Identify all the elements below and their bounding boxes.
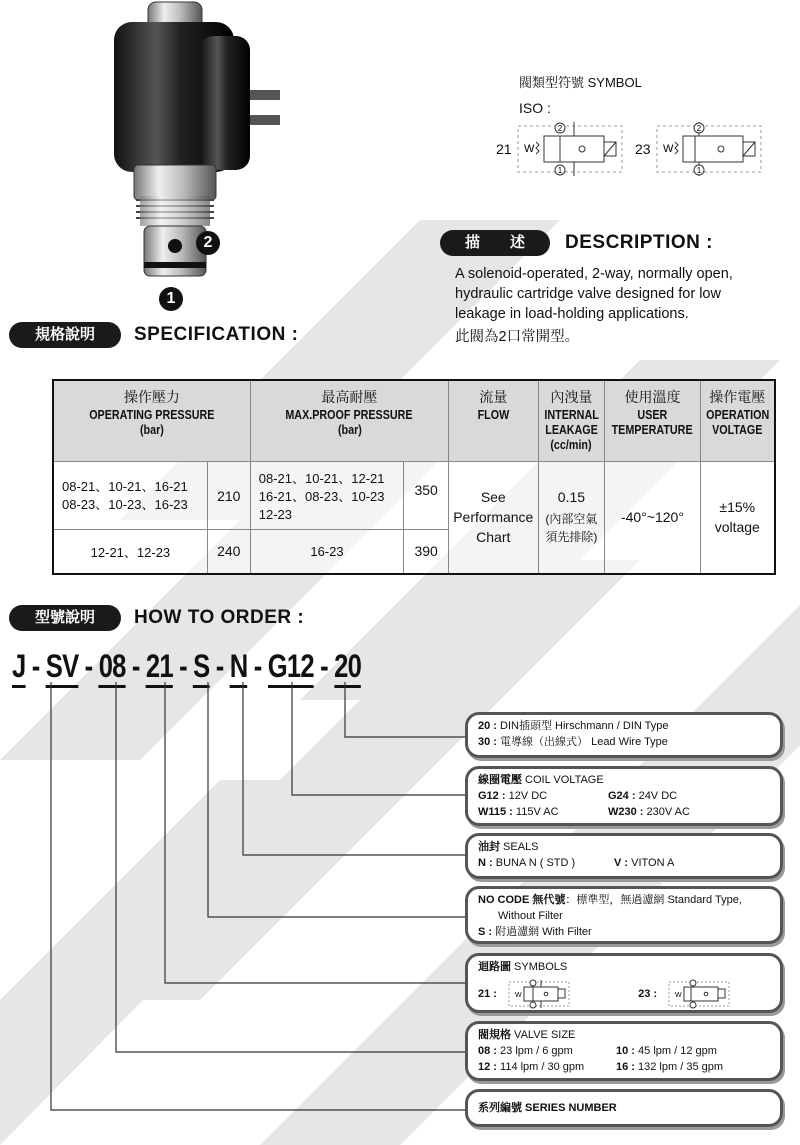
specification-title: SPECIFICATION : bbox=[134, 324, 299, 345]
symbol-21-label: 21 bbox=[496, 141, 512, 157]
port-1-text: 1 bbox=[557, 166, 563, 175]
max-models-row2: 16-23 bbox=[250, 530, 403, 574]
description-line-1: A solenoid-operated, 2-way, normally open, bbox=[455, 266, 733, 282]
specification-pill: 規格說明 bbox=[9, 322, 121, 348]
op-value-row2: 240 bbox=[207, 530, 250, 574]
code-coil: G12 bbox=[268, 648, 314, 688]
mini-symbol-21 bbox=[508, 979, 570, 1009]
coil-voltage-box: 線圈電壓 COIL VOLTAGE G12 : 12V DC G24 : 24V DC W115 : 115V AC W230 : 230V AC bbox=[465, 766, 783, 826]
svg-text:W: W bbox=[675, 992, 682, 999]
port-1-text: 1 bbox=[696, 166, 702, 175]
header-max-proof-pressure: 最高耐壓 MAX.PROOF PRESSURE (bar) bbox=[250, 380, 448, 462]
valve-size-box: 閥規格 VALVE SIZE 08 : 23 lpm / 6 gpm 10 : 45 lpm / 12 gpm 12 : 114 lpm / 30 gpm 16 : 132 lpm / 35 gpm bbox=[465, 1021, 783, 1081]
header-internal-leakage: 內洩量 INTERNAL LEAKAGE (cc/min) bbox=[538, 380, 605, 462]
description-zh: 此閥為2口常開型。 bbox=[455, 329, 580, 345]
symbols-box: 迴路圖 SYMBOLS 21 : W 23 : W bbox=[465, 953, 783, 1013]
callout-1: 1 bbox=[159, 287, 183, 311]
max-value-row2: 390 bbox=[404, 530, 449, 574]
description-line-3: leakage in load-holding applications. bbox=[455, 306, 689, 322]
code-seals: N bbox=[230, 648, 248, 688]
symbol-title: 閥類型符號 SYMBOL bbox=[519, 75, 642, 90]
terminal-box: 20 : DIN插頭型 Hirschmann / DIN Type 30 : 電導線（出線式） Lead Wire Type bbox=[465, 712, 783, 758]
svg-text:W: W bbox=[515, 992, 522, 999]
w-text: W bbox=[524, 143, 535, 155]
header-flow: 流量 FLOW bbox=[449, 380, 538, 462]
description-line-2: hydraulic cartridge valve designed for low bbox=[455, 286, 721, 302]
mini-symbol-23 bbox=[668, 979, 730, 1009]
voltage-cell: ±15% voltage bbox=[700, 462, 775, 574]
iso-label: ISO : bbox=[519, 100, 551, 116]
code-series: J bbox=[12, 648, 25, 688]
op-models-row1: 08-21、10-21、16-21 08-23、10-23、16-23 bbox=[53, 462, 207, 530]
leakage-cell: 0.15 (內部空氣 須先排除) bbox=[538, 462, 605, 574]
callout-2: 2 bbox=[196, 231, 220, 255]
port-2-text: 2 bbox=[557, 124, 563, 133]
order-pill: 型號說明 bbox=[9, 605, 121, 631]
port-2-text: 2 bbox=[696, 124, 702, 133]
temperature-cell: -40°~120° bbox=[605, 462, 700, 574]
filter-box: NO CODE 無代號：標準型，無過濾網 Standard Type, Without Filter S : 附過濾網 With Filter bbox=[465, 886, 783, 944]
code-terminal: 20 bbox=[334, 648, 361, 688]
description-pill: 描 述 bbox=[440, 230, 550, 256]
code-sv: SV bbox=[46, 648, 79, 688]
code-filter: S bbox=[193, 648, 209, 688]
model-code: J - SV - 08 - 21 - S - N - G12 - 20 bbox=[12, 648, 361, 688]
max-value-row1: 350 bbox=[404, 462, 449, 530]
op-value-row1: 210 bbox=[207, 462, 250, 530]
seals-box: 油封 SEALS N : BUNA N ( STD ) V : VITON A bbox=[465, 833, 783, 879]
header-user-temperature: 使用溫度 USER TEMPERATURE bbox=[605, 380, 700, 462]
max-models-row1: 08-21、10-21、12-21 16-21、08-23、10-23 12-23 bbox=[250, 462, 403, 530]
description-title: DESCRIPTION : bbox=[565, 232, 713, 253]
header-operating-pressure: 操作壓力 OPERATING PRESSURE (bar) bbox=[53, 380, 250, 462]
series-number-box: 系列編號 SERIES NUMBER bbox=[465, 1089, 783, 1127]
w-text: W bbox=[663, 143, 674, 155]
op-models-row2: 12-21、12-23 bbox=[53, 530, 207, 574]
header-operation-voltage: 操作電壓 OPERATION VOLTAGE bbox=[700, 380, 775, 462]
code-size: 08 bbox=[99, 648, 126, 688]
symbol-23-label: 23 bbox=[635, 141, 651, 157]
code-symbol: 21 bbox=[146, 648, 173, 688]
order-title: HOW TO ORDER : bbox=[134, 607, 305, 628]
flow-cell: See Performance Chart bbox=[449, 462, 538, 574]
